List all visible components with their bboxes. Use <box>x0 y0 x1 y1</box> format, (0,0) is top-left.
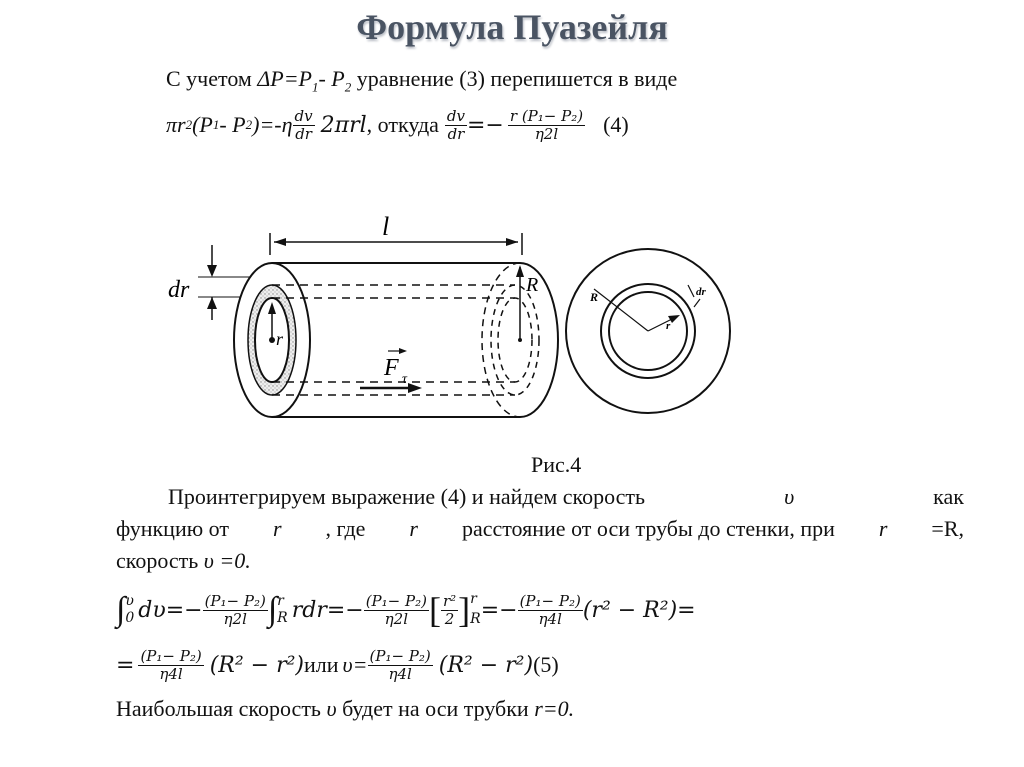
intro-line <box>166 66 677 95</box>
final-mid: будет на оси трубки <box>342 696 529 721</box>
eq4-otkuda: , откуда <box>366 112 439 137</box>
eq4-dr-2: dr <box>447 124 465 143</box>
eq4-dv: dv <box>294 107 313 125</box>
figure-caption: Рис.4 <box>531 452 582 477</box>
eq-dv: dυ=− <box>138 597 203 623</box>
final-cond: r=0. <box>534 696 575 721</box>
label-dr-left: dr <box>168 277 190 303</box>
final-v: υ <box>326 696 337 721</box>
eq5-tag: (5) <box>533 652 559 677</box>
cross-section <box>566 249 730 413</box>
paragraph-line-3 <box>116 548 251 574</box>
eq4-square: 2 <box>185 117 193 132</box>
label-r-right: r <box>666 320 671 332</box>
eq5-f2-num: (P₁− P₂) <box>369 647 431 665</box>
eq4-2pirl: 2πrl <box>320 112 367 138</box>
eq-rdr: rdr=− <box>291 597 364 623</box>
integral-sign-2: ∫ <box>267 591 278 628</box>
page-title: Формула Пуазейля <box>356 7 668 47</box>
bracket-lower: R <box>470 611 481 627</box>
label-F: F <box>384 355 399 381</box>
int2-lower: R <box>277 610 288 626</box>
eq-bracket-den: 2 <box>444 609 455 628</box>
eq4-tag: (4) <box>603 112 629 137</box>
label-l: l <box>382 212 390 241</box>
eq-tail: (r² − R²)= <box>582 597 696 623</box>
final-text: Наибольшая скорость <box>116 696 321 721</box>
length-dimension <box>270 233 522 255</box>
bracket-upper: r <box>470 591 477 608</box>
eq4-den: η2l <box>534 124 559 143</box>
label-tau: τ <box>402 372 408 387</box>
eq4-fraction <box>508 108 585 142</box>
eq5-lead: = <box>116 652 135 678</box>
int1-upper: υ <box>125 593 134 610</box>
integral-equation <box>116 582 696 638</box>
eq-equals-minus: =− <box>480 597 518 623</box>
equation-4 <box>166 100 629 150</box>
eq5-ili: или <box>304 652 339 677</box>
final-line <box>116 696 574 722</box>
intro-suffix: уравнение (3) перепишется в виде <box>351 66 678 91</box>
minus-p: - P <box>318 66 345 91</box>
eq4-equals: =− <box>467 112 504 138</box>
eq-bracket-num: r² <box>442 592 457 610</box>
eq5-tail: (R² − r²) <box>438 652 534 678</box>
para-kak: как <box>933 484 964 509</box>
para-c1: скорость <box>116 548 199 573</box>
eq-frac-2 <box>364 593 429 627</box>
para-v: υ <box>784 484 795 509</box>
integral-limits-1 <box>125 593 134 627</box>
bracket-close: ] <box>458 590 471 630</box>
eq4-sub2: 2 <box>245 117 253 132</box>
eq-bracket-frac <box>441 593 458 627</box>
paragraph-line-2 <box>116 516 964 542</box>
eq5-mid: (R² − r²) <box>209 652 305 678</box>
eq5-frac-1 <box>138 648 203 682</box>
eq4-dv-dr <box>293 108 315 142</box>
intro-prefix: С учетом <box>166 66 258 91</box>
eq5-frac-2 <box>368 648 433 682</box>
para-r3: r <box>878 516 888 541</box>
eq4-num: r (P₁− P₂) <box>509 107 584 125</box>
para-b2: , где <box>325 516 366 541</box>
sub-1: 1 <box>311 79 319 95</box>
paragraph-line-1 <box>168 484 964 510</box>
equation-5 <box>116 640 559 690</box>
label-R: R <box>526 274 539 296</box>
para-b3: расстояние от оси трубы до стенки, при <box>461 516 835 541</box>
eq4-mid: - P <box>219 112 246 137</box>
para-r2: r <box>409 516 418 541</box>
poiseuille-figure <box>160 205 740 430</box>
eq4-close: )=-η <box>252 112 293 137</box>
eq5-f1-num: (P₁− P₂) <box>140 647 202 665</box>
bracket-open: [ <box>428 590 441 630</box>
eq-frac-3 <box>518 593 583 627</box>
label-dr-right: dr <box>696 286 706 298</box>
eq-f3-num: (P₁− P₂) <box>519 592 581 610</box>
para-b4: =R, <box>931 516 964 541</box>
eq-f1-den: η2l <box>223 609 247 628</box>
eq5-f2-den: η4l <box>388 664 412 683</box>
eq4-sub1: 1 <box>212 117 220 132</box>
eq-f1-num: (P₁− P₂) <box>204 592 266 610</box>
para-line-a: Проинтегрируем выражение (4) и найдем скорость <box>168 484 646 509</box>
para-b1: функцию от <box>116 516 229 541</box>
eq5-v: υ= <box>342 652 368 677</box>
int2-upper: r <box>277 593 284 610</box>
int1-lower: 0 <box>125 610 135 626</box>
label-R-right: R <box>590 290 599 304</box>
eq5-f1-den: η4l <box>159 664 183 683</box>
integral-limits-2 <box>277 593 288 627</box>
eq4-dv-2: dv <box>446 107 465 125</box>
label-r: r <box>276 329 284 349</box>
sub-2: 2 <box>344 79 352 95</box>
eq4-lhs: πr <box>166 112 186 137</box>
eq-f3-den: η4l <box>538 609 562 628</box>
delta-p: ΔP=P <box>257 66 312 91</box>
para-r1: r <box>272 516 282 541</box>
integral-sign-1: ∫ <box>116 591 126 628</box>
bracket-limits <box>470 590 481 629</box>
eq-frac-1 <box>203 593 268 627</box>
eq-f2-num: (P₁− P₂) <box>365 592 427 610</box>
eq4-dr: dr <box>295 124 312 143</box>
para-c2: υ =0. <box>203 548 251 573</box>
eq4-dv-dr-2 <box>445 108 467 142</box>
eq4-paren: (P <box>192 112 213 137</box>
eq-f2-den: η2l <box>384 609 408 628</box>
